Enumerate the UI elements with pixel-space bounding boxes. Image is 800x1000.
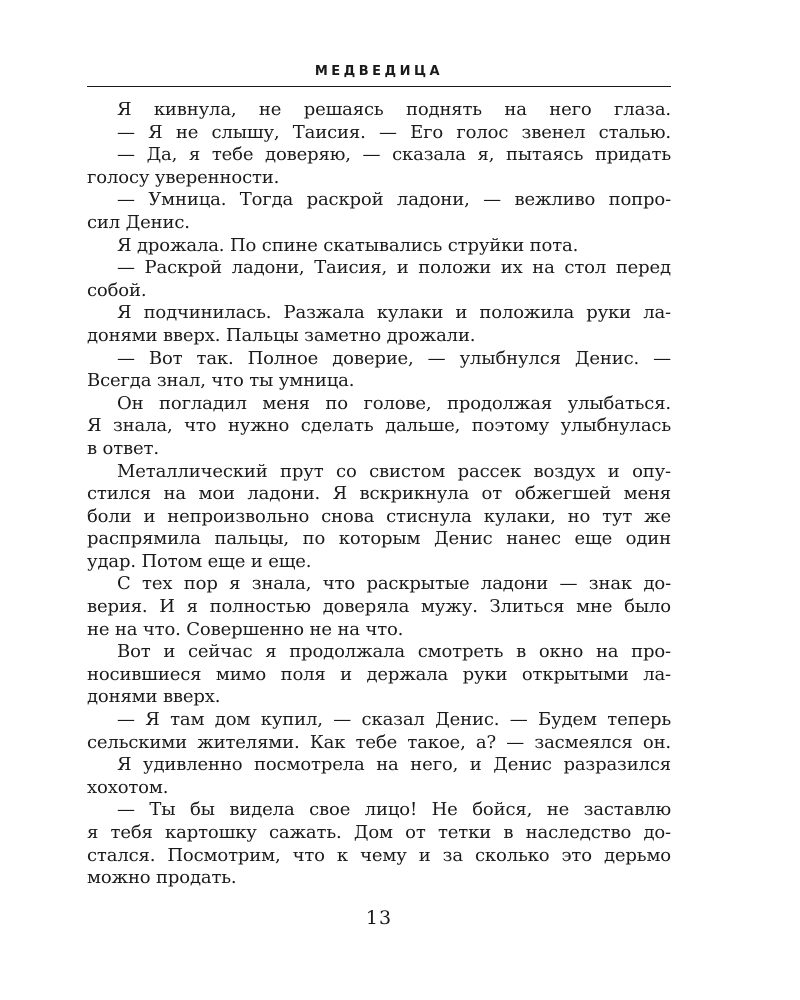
text-line: удар. Потом еще и еще. — [87, 550, 312, 572]
text-line: донями вверх. — [87, 686, 221, 708]
text-line: сельскими жителями. Как тебе такое, а? — засмеялся он. — [87, 731, 671, 753]
text-line: — Да, я тебе доверяю, — сказала я, пытаясь придать — [117, 144, 671, 166]
text-line: Я знала, что нужно сделать дальше, поэтому улыбнулась — [87, 415, 671, 437]
text-line: Он погладил меня по голове, продолжая улыбаться. — [117, 392, 671, 414]
text-line: боли и непроизвольно снова стиснула кулаки, но тут же — [87, 505, 671, 527]
text-line: Я дрожала. По спине скатывались струйки пота. — [117, 234, 579, 256]
page-number: 13 — [365, 907, 393, 929]
text-line: Всегда знал, что ты умница. — [87, 370, 355, 392]
text-line: сил Денис. — [87, 211, 190, 233]
text-line: Вот и сейчас я продолжала смотреть в окно на про- — [117, 641, 671, 663]
text-line: донями вверх. Пальцы заметно дрожали. — [87, 324, 476, 346]
text-line: — Раскрой ладони, Таисия, и положи их на стол перед — [117, 257, 671, 279]
text-line: носившиеся мимо поля и держала руки открытыми ла- — [87, 663, 671, 685]
text-line: стился на мои ладони. Я вскрикнула от обжегшей меня — [87, 483, 671, 505]
text-line: — Я там дом купил, — сказал Денис. — Будем теперь — [117, 709, 671, 731]
body-text — [87, 99, 671, 890]
text-line: стался. Посмотрим, что к чему и за сколько это дерьмо — [87, 844, 671, 866]
text-line: Металлический прут со свистом рассек воздух и опу- — [117, 460, 671, 482]
text-line: не на что. Совершенно не на что. — [87, 618, 404, 640]
text-line: голосу уверенности. — [87, 166, 280, 188]
text-line: — Я не слышу, Таисия. — Его голос звенел сталью. — [117, 121, 671, 143]
text-line: распрямила пальцы, по которым Денис нанес еще один — [87, 528, 671, 550]
header-rule — [87, 86, 671, 87]
text-line: — Вот так. Полное доверие, — улыбнулся Денис. — — [117, 347, 671, 369]
text-line: — Ты бы видела свое лицо! Не бойся, не заставлю — [117, 799, 671, 821]
text-line: в ответ. — [87, 437, 159, 459]
text-line: я тебя картошку сажать. Дом от тетки в наследство до- — [87, 822, 671, 843]
text-line: верия. И я полностью доверяла мужу. Злиться мне было — [87, 596, 671, 618]
text-line: хохотом. — [87, 776, 169, 798]
text-line: С тех пор я знала, что раскрытые ладони — знак до- — [117, 573, 671, 595]
running-header: МЕДВЕДИЦА — [314, 64, 444, 79]
text-line: Я подчинилась. Разжала кулаки и положила руки ла- — [117, 302, 671, 324]
text-line: Я удивленно посмотрела на него, и Денис разразился — [117, 754, 671, 776]
text-line: собой. — [87, 279, 147, 301]
text-line: можно продать. — [87, 867, 237, 889]
text-line: Я кивнула, не решаясь поднять на него глаза. — [117, 99, 671, 120]
text-line: — Умница. Тогда раскрой ладони, — вежливо попро- — [117, 189, 671, 211]
